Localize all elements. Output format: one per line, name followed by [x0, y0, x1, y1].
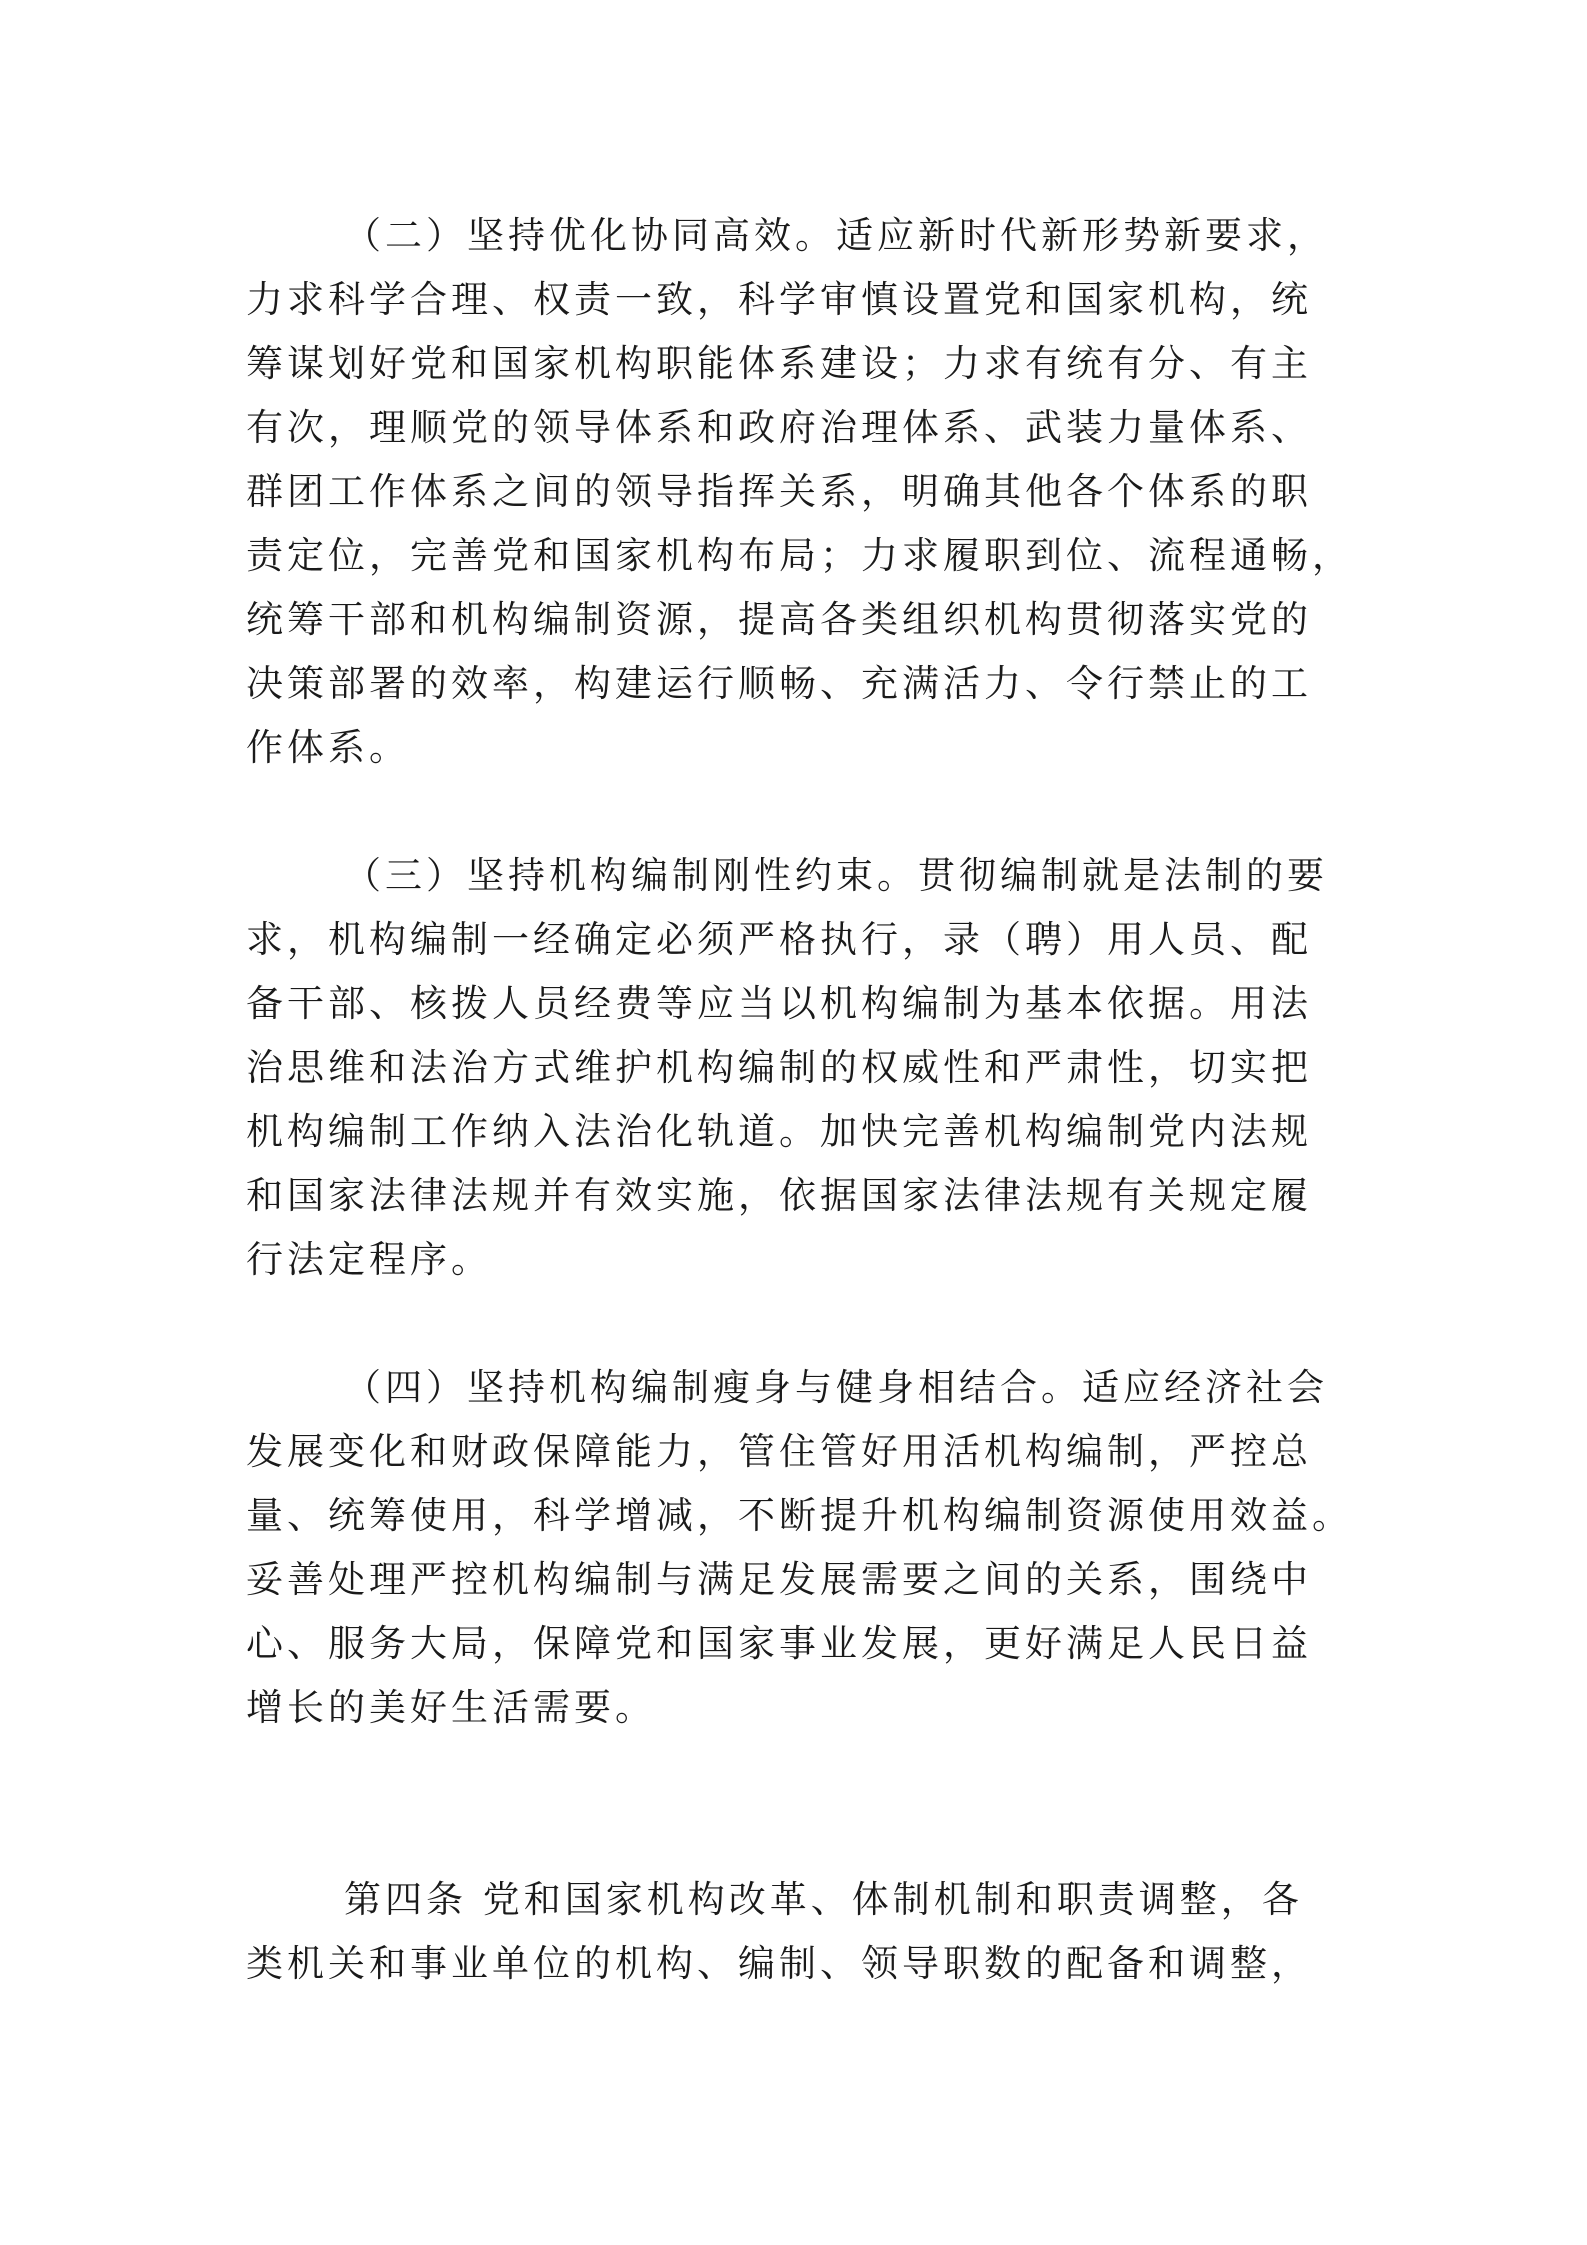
paragraph-line: 备干部、核拨人员经费等应当以机构编制为基本依据。用法 — [246, 982, 1312, 1025]
paragraph-line: 发展变化和财政保障能力，管住管好用活机构编制，严控总 — [246, 1430, 1312, 1473]
paragraph-line: （三）坚持机构编制刚性约束。贯彻编制就是法制的要 — [344, 854, 1328, 897]
paragraph-line: 类机关和事业单位的机构、编制、领导职数的配备和调整， — [246, 1942, 1312, 1985]
paragraph-line: 行法定程序。 — [246, 1238, 492, 1281]
paragraph-line: 妥善处理严控机构编制与满足发展需要之间的关系，围绕中 — [246, 1558, 1312, 1601]
paragraph-line: 筹谋划好党和国家机构职能体系建设；力求有统有分、有主 — [246, 342, 1312, 385]
paragraph-line: （二）坚持优化协同高效。适应新时代新形势新要求， — [344, 214, 1328, 257]
paragraph-line: 治思维和法治方式维护机构编制的权威性和严肃性，切实把 — [246, 1046, 1312, 1089]
paragraph-line: 责定位，完善党和国家机构布局；力求履职到位、流程通畅， — [246, 534, 1353, 577]
paragraph-principle-2 — [246, 204, 1356, 780]
paragraph-line: 求，机构编制一经确定必须严格执行，录（聘）用人员、配 — [246, 918, 1312, 961]
paragraph-article-4 — [246, 1868, 1356, 1996]
paragraph-line: 有次，理顺党的领导体系和政府治理体系、武装力量体系、 — [246, 406, 1312, 449]
paragraph-principle-3 — [246, 844, 1356, 1292]
paragraph-line: 量、统筹使用，科学增减，不断提升机构编制资源使用效益。 — [246, 1494, 1353, 1537]
paragraph-line: 决策部署的效率，构建运行顺畅、充满活力、令行禁止的工 — [246, 662, 1312, 705]
paragraph-line: 增长的美好生活需要。 — [246, 1686, 656, 1729]
paragraph-line: 统筹干部和机构编制资源，提高各类组织机构贯彻落实党的 — [246, 598, 1312, 641]
paragraph-line: 力求科学合理、权责一致，科学审慎设置党和国家机构，统 — [246, 278, 1312, 321]
paragraph-line: 群团工作体系之间的领导指挥关系，明确其他各个体系的职 — [246, 470, 1312, 513]
paragraph-line: 第四条 党和国家机构改革、体制机制和职责调整，各 — [344, 1878, 1303, 1921]
paragraph-line: （四）坚持机构编制瘦身与健身相结合。适应经济社会 — [344, 1366, 1328, 1409]
paragraph-line: 机构编制工作纳入法治化轨道。加快完善机构编制党内法规 — [246, 1110, 1312, 1153]
paragraph-line: 和国家法律法规并有效实施，依据国家法律法规有关规定履 — [246, 1174, 1312, 1217]
paragraph-line: 作体系。 — [246, 726, 410, 769]
paragraph-principle-4 — [246, 1356, 1356, 1740]
paragraph-line: 心、服务大局，保障党和国家事业发展，更好满足人民日益 — [246, 1622, 1312, 1665]
